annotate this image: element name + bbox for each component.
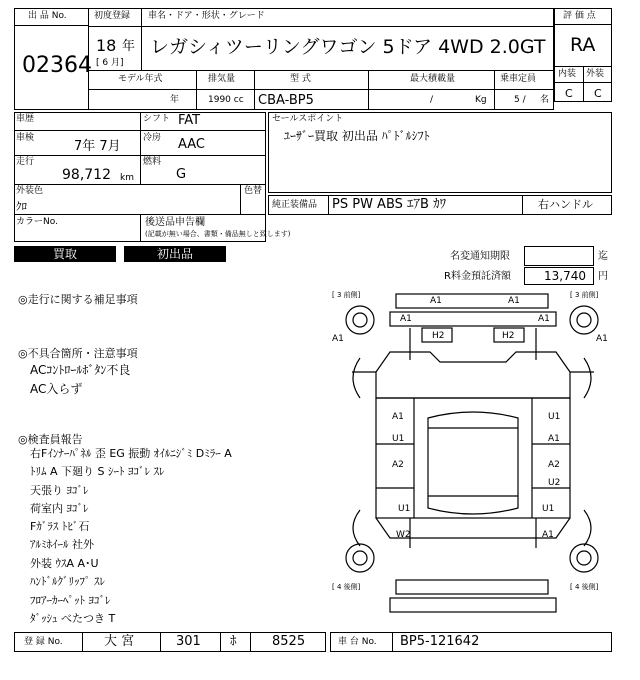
inspector-line: ﾄﾘﾑ A 下廻り S ｼｰﾄ ﾖｺﾞﾚ ｽﾚ [30,465,165,478]
fuel-value: G [176,167,187,182]
model-year-unit: 年 [170,95,180,105]
recycle-value: 13,740 [544,269,586,283]
tag-buyback: 買取 [14,246,116,262]
max-load-unit: Kg [475,95,487,105]
mark: A1 [548,434,560,444]
corner-bottom-left: [ 4 後側] [332,583,361,591]
inspector-line: 右Fｲﾝﾅｰﾊﾟﾈﾙ 歪 EG 振動 ｵｲﾙﾆｼﾞﾐ Dﾐﾗｰ A [30,447,232,460]
reg-class: 301 [176,634,201,649]
reg-number: 8525 [272,634,306,649]
color-code-label: カラーNo. [16,217,58,227]
model-year-label: モデル年式 [118,74,163,84]
ext-color-label: 外装色 [16,186,44,196]
mileage-value: 98,712 [62,167,111,183]
deadline-unit: 迄 [598,251,608,262]
equip-value: PS PW ABS ｴｱB ｶﾜ [332,197,447,212]
score-label: 評 価 点 [563,11,596,21]
car-name: レガシィツーリングワゴン 5ドア 4WD 2.0GT [150,36,546,58]
handle-value: 右ハンドル [538,198,593,211]
inspection-value: 7年 7月 [74,139,121,154]
deadline-box [524,246,594,266]
inspection-label: 車検 [16,133,35,143]
first-reg-year: 18 [96,36,117,55]
inspector-line: ｱﾙﾐﾎｲｰﾙ 社外 [30,538,94,551]
max-load-label: 最大積載量 [410,74,456,84]
defect-line: ACｺﾝﾄﾛｰﾙﾎﾞﾀﾝ不良 [30,363,131,377]
first-reg-month: [ 6 月] [96,58,124,68]
reg-label: 登 録 No. [24,637,63,647]
corner-top-right: [ 3 前側] [570,291,599,299]
ac-value: AAC [178,137,205,152]
inspector-line: ﾊﾝﾄﾞﾙｸﾞﾘｯﾌﾟ ｽﾚ [30,575,105,588]
displacement-value: 1990 cc [208,95,244,105]
corner-bottom-right: [ 4 後側] [570,583,599,591]
mark: U1 [542,504,555,514]
mark: A1 [400,314,412,324]
recycle-label: R料金預託済額 [444,271,511,282]
defect-notes-title: ◎不具合箇所・注意事項 [18,347,138,360]
mark: A2 [548,460,560,470]
inspector-line: 天張り ﾖｺﾞﾚ [30,484,89,497]
color-change-label: 色替 [244,186,263,196]
exterior-score: C [594,87,602,100]
mark: A1 [332,334,344,344]
inspector-line: ﾌﾛｱｰｶｰﾍﾟｯﾄ ﾖｺﾞﾚ [30,594,111,607]
mark: A1 [508,296,520,306]
mileage-unit: km [120,173,134,183]
inspector-line: ﾀﾞｯｼｭ べたつき T [30,612,116,625]
inspector-line: 荷室内 ﾖｺﾞﾚ [30,502,89,515]
first-reg-label: 初度登録 [94,11,131,21]
mark: A1 [596,334,608,344]
fuel-label: 燃料 [143,157,162,167]
mark: U1 [398,504,411,514]
defect-line: AC入らず [30,382,83,396]
recycle-unit: 円 [598,271,608,282]
ac-label: 冷房 [143,133,162,143]
capacity-unit: 名 [540,95,550,105]
first-reg-year-unit: 年 [122,39,136,54]
aftermarket-note: (記載が無い場合、書類・備品無しと致します) [145,230,291,238]
tag-first-listing: 初出品 [124,246,226,262]
reg-office: 大 宮 [104,634,135,649]
interior-label: 内装 [558,69,577,79]
mark: A1 [542,530,554,540]
car-name-label: 車名・ドア・形状・グレード [148,11,265,21]
exterior-label: 外装 [586,69,605,79]
sales-point-text: ﾕｰｻﾞｰ買取 初出品 ﾊﾟﾄﾞﾙｼﾌﾄ [284,129,430,143]
shift-value: FAT [178,113,201,128]
corner-top-left: [ 3 前側] [332,291,361,299]
mark: H2 [502,331,515,341]
inspector-line: Fｶﾞﾗｽ ﾄﾋﾞ石 [30,520,90,533]
chassis-label: 車 台 No. [338,637,377,647]
inspector-title: ◎検査員報告 [18,433,83,446]
mark: U2 [548,478,561,488]
model-value: CBA-BP5 [258,93,314,108]
aftermarket-label: 後送品申告欄 [145,217,205,228]
model-label: 型 式 [290,74,311,84]
history-label: 車歴 [16,114,35,124]
capacity-value: 5 / [514,95,526,105]
mark: H2 [432,331,445,341]
mark: A2 [392,460,404,470]
damage-diagram [330,288,612,624]
shift-label: シフト [143,114,171,124]
ext-color-value: ｸﾛ [16,200,27,213]
mileage-label: 走行 [16,157,35,167]
displacement-label: 排気量 [208,74,236,84]
max-load-value: / [430,95,434,105]
interior-score: C [565,87,573,100]
capacity-label: 乗車定員 [500,74,537,84]
drive-notes-title: ◎走行に関する補足事項 [18,293,138,306]
lot-label: 出 品 No. [28,11,67,21]
sales-frame [268,112,612,193]
reg-kana: ﾎ [230,634,237,649]
mark: A1 [538,314,550,324]
mark: A1 [392,412,404,422]
score-value: RA [570,34,596,56]
lot-number: 02364 [22,53,92,78]
inspector-line: 外装 ｳｽA A･U [30,557,99,570]
chassis-value: BP5-121642 [400,634,480,649]
mark: A1 [430,296,442,306]
mark: W2 [396,530,411,540]
sales-point-label: セールスポイント [272,114,344,124]
mark: U1 [548,412,561,422]
deadline-label: 名変通知期限 [450,251,510,262]
mark: U1 [392,434,405,444]
equip-label: 純正装備品 [272,200,318,210]
